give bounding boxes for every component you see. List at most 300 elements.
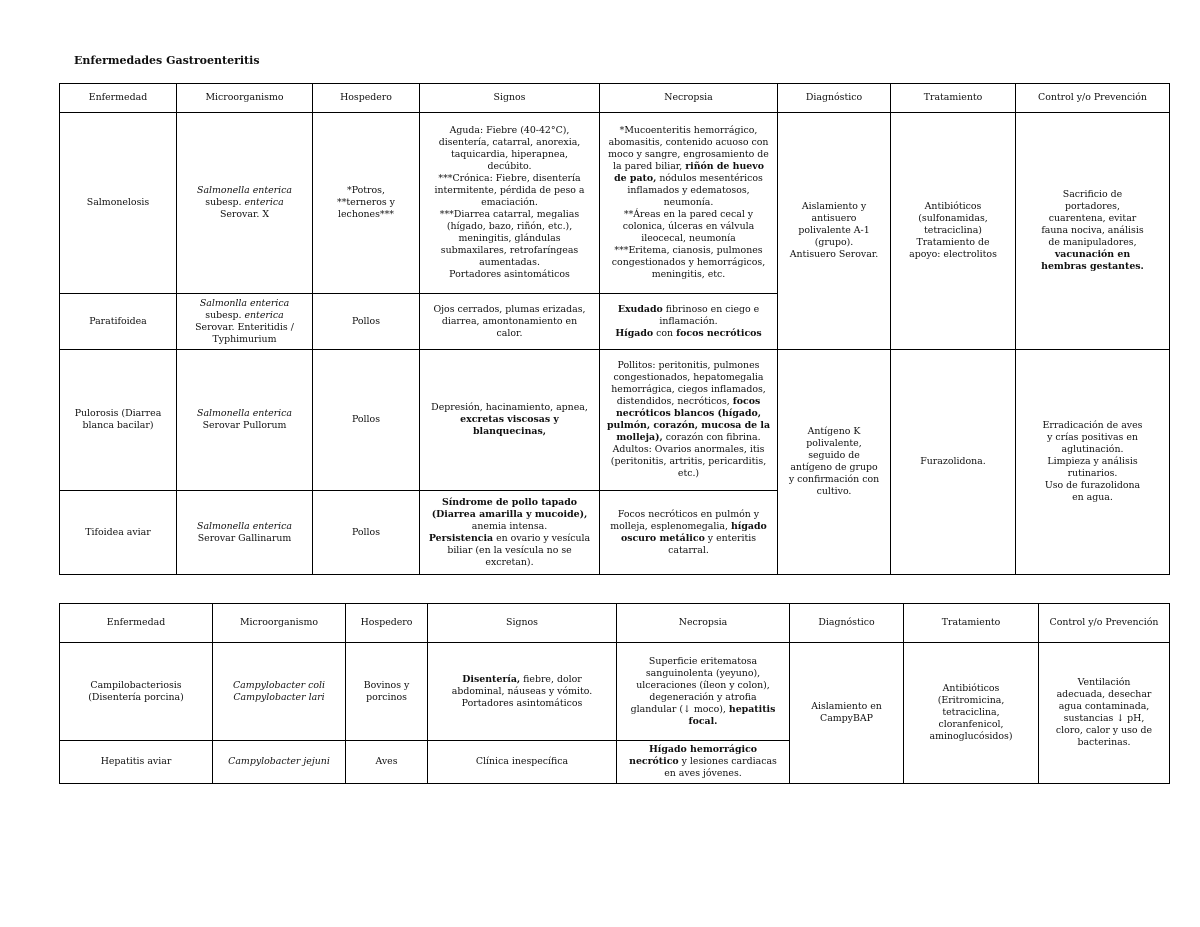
header-control: Control y/o Prevención [1016, 84, 1170, 113]
cell-text: focos [732, 396, 761, 407]
cell-line [317, 414, 415, 426]
cell-line [181, 420, 308, 432]
cell-text: inflamación. [659, 315, 718, 327]
cell-text: Hígado [615, 327, 654, 339]
header-microorganismo: Microorganismo [177, 84, 313, 113]
cell-text: fauna nociva, análisis [1041, 225, 1144, 236]
cell-text: Salmonelosis [86, 197, 150, 208]
gastroenteritis-table-campylobacter [59, 603, 1170, 784]
cell-line [604, 384, 773, 396]
cell-line [604, 396, 773, 408]
cell-line [1020, 237, 1165, 249]
cell-line [621, 680, 785, 692]
cell-text: aminoglucósidos) [929, 731, 1013, 742]
cell-signos [420, 491, 600, 575]
cell-text: Hepatitis aviar [100, 756, 172, 767]
cell-text: cultivo. [816, 486, 852, 497]
cell-enfermedad [60, 350, 177, 491]
cell-line [604, 209, 773, 221]
cell-line [424, 185, 595, 197]
cell-line [424, 328, 595, 340]
cell-line [424, 533, 595, 545]
cell-line [350, 756, 423, 768]
cell-tratamiento [891, 113, 1016, 350]
cell-text: Clínica inespecífica [475, 756, 569, 767]
cell-line [181, 298, 308, 310]
cell-text: Portadores asintomáticos [461, 697, 583, 709]
cell-text: rutinarios. [1067, 468, 1118, 479]
cell-line [64, 756, 208, 768]
cell-enfermedad [60, 294, 177, 350]
cell-line [604, 185, 773, 197]
cell-text: hemorrágica, ciegos inflamados, [611, 384, 766, 395]
cell-text: Antibióticos [924, 201, 982, 212]
cell-text: Campylobacter lari [233, 691, 325, 703]
table-row [60, 113, 1170, 294]
cell-text: porcinos [366, 691, 407, 703]
cell-line [895, 225, 1011, 237]
table-row [60, 643, 1170, 741]
cell-line [621, 656, 785, 668]
cell-text: Aislamiento en [811, 701, 882, 712]
cell-necropsia [600, 113, 778, 294]
cell-necropsia [617, 741, 790, 784]
cell-line [604, 304, 773, 316]
cell-text: Portadores asintomáticos [449, 269, 570, 280]
cell-microorganismo [213, 643, 346, 741]
cell-text: meningitis, etc. [651, 269, 726, 280]
cell-text: Erradicación de aves [1042, 420, 1143, 431]
cell-enfermedad [60, 643, 213, 741]
cell-line [424, 402, 595, 414]
cell-text: necróticos blancos (hígado, [615, 408, 762, 419]
cell-signos [428, 741, 617, 784]
cell-line [895, 237, 1011, 249]
cell-text: disentería, catarral, anorexia, [438, 137, 581, 148]
cell-text: en ovario y vesícula [493, 532, 591, 544]
header-necropsia: Necropsia [600, 84, 778, 113]
header-signos: Signos [428, 604, 617, 643]
cell-text: **Áreas en la pared cecal y [623, 209, 754, 220]
cell-text: cuarentena, evitar [1048, 213, 1137, 224]
cell-text: molleja), [616, 432, 663, 443]
cell-text: Furazolidona. [920, 456, 986, 467]
cell-text: antígeno de grupo [790, 462, 878, 473]
cell-text: abomasitis, contenido acuoso con [608, 137, 769, 148]
cell-text: Serovar. X [219, 209, 270, 220]
cell-text: hígado [730, 520, 767, 532]
cell-text: fiebre, dolor [520, 673, 582, 685]
cell-line [1020, 480, 1165, 492]
cell-line [782, 201, 886, 213]
cell-text: cloro, calor y uso de [1055, 725, 1153, 736]
cell-text: Tifoidea aviar [85, 526, 151, 538]
cell-text: excretan). [485, 556, 534, 568]
cell-text: moco y sangre, engrosamiento de [608, 149, 769, 160]
cell-line [424, 197, 595, 209]
cell-line [424, 497, 595, 509]
cell-text: fibrinoso en ciego e [662, 303, 760, 315]
cell-diagnostico [778, 113, 891, 350]
cell-line [895, 249, 1011, 261]
cell-text: sanguinolenta (yeyuno), [645, 667, 761, 679]
cell-text: Disentería, [462, 673, 521, 685]
cell-line [317, 316, 415, 328]
cell-line [181, 197, 308, 209]
cell-text: y crías positivas en [1047, 432, 1138, 443]
cell-line [621, 692, 785, 704]
cell-text: (sulfonamidas, [918, 213, 988, 224]
cell-line [604, 444, 773, 456]
cell-line [64, 316, 172, 328]
cell-text: Paratifoidea [89, 315, 147, 327]
cell-text: Persistencia [428, 532, 494, 544]
cell-line [317, 197, 415, 209]
cell-line [1020, 225, 1165, 237]
cell-text: Aguda: Fiebre (40-42°C), [449, 125, 570, 136]
cell-text: blanquecinas, [472, 426, 547, 437]
cell-line [782, 213, 886, 225]
cell-text: (peritonitis, artritis, pericarditis, [610, 456, 767, 467]
cell-text: focal. [688, 715, 718, 727]
cell-text: diarrea, amontonamiento en [441, 315, 578, 327]
cell-hospedero [346, 741, 428, 784]
cell-line [604, 432, 773, 444]
cell-line [604, 257, 773, 269]
cell-line [424, 509, 595, 521]
cell-line [424, 316, 595, 328]
cell-line [424, 221, 595, 233]
cell-text: Typhimurium [212, 333, 277, 345]
cell-text: Bovinos y [363, 679, 410, 691]
cell-control [1039, 643, 1170, 784]
cell-text: Campylobacter jejuni [228, 756, 330, 767]
cell-line [895, 456, 1011, 468]
cell-text: subesp. [205, 197, 245, 208]
cell-text: en aves jóvenes. [664, 768, 742, 779]
cell-text: la pared biliar, [613, 161, 686, 172]
cell-line [604, 149, 773, 161]
cell-text: Salmonlla enterica [199, 297, 290, 309]
cell-line [604, 420, 773, 432]
cell-text: necrótico [629, 756, 679, 767]
cell-text: portadores, [1065, 201, 1120, 212]
cell-line [424, 137, 595, 149]
cell-line [350, 692, 423, 704]
cell-text: Adultos: Ovarios anormales, itis [612, 444, 765, 455]
cell-text: y lesiones cardiacas [678, 756, 777, 767]
cell-line [604, 545, 773, 557]
cell-tratamiento [891, 350, 1016, 575]
cell-text: Antígeno K [807, 426, 861, 437]
cell-text: Campilobacteriosis [90, 679, 182, 691]
gastroenteritis-table-salmonella [59, 83, 1170, 575]
cell-line [908, 719, 1034, 731]
cell-line [782, 426, 886, 438]
cell-line [317, 185, 415, 197]
cell-text: intermitente, pérdida de peso a [434, 185, 585, 196]
cell-text: seguido de [808, 450, 860, 461]
cell-line [1043, 713, 1165, 725]
cell-text: ulceraciones (íleon y colon), [636, 679, 770, 691]
cell-control [1016, 350, 1170, 575]
header-microorganismo: Microorganismo [213, 604, 346, 643]
cell-line [621, 668, 785, 680]
cell-line [782, 462, 886, 474]
header-necropsia: Necropsia [617, 604, 790, 643]
cell-text: Salmonella enterica [197, 408, 292, 419]
cell-text: de pato, [614, 173, 657, 184]
header-hospedero: Hospedero [313, 84, 420, 113]
cell-text: polivalente A-1 [798, 225, 870, 236]
cell-text: molleja, esplenomegalia, [610, 520, 731, 532]
cell-text: enterica [244, 197, 284, 208]
cell-line [604, 269, 773, 281]
header-row [60, 604, 1170, 643]
cell-enfermedad [60, 491, 177, 575]
cell-text: hepatitis [728, 703, 776, 715]
cell-line [1020, 456, 1165, 468]
cell-text: antisuero [811, 213, 857, 224]
cell-tratamiento [904, 643, 1039, 784]
cell-line [1043, 689, 1165, 701]
header-tratamiento: Tratamiento [891, 84, 1016, 113]
cell-text: cloranfenicol, [938, 719, 1004, 730]
cell-line [604, 161, 773, 173]
cell-line [424, 557, 595, 569]
cell-line [908, 707, 1034, 719]
cell-line [1020, 420, 1165, 432]
cell-line [181, 533, 308, 545]
cell-line [782, 225, 886, 237]
cell-line [1020, 432, 1165, 444]
cell-line [621, 704, 785, 716]
cell-text: tetraciclina, [942, 707, 1000, 718]
cell-line [181, 322, 308, 334]
cell-text: submaxilares, retrofaríngeas [440, 245, 579, 256]
cell-line [621, 744, 785, 756]
cell-line [1043, 725, 1165, 737]
cell-text: Hígado hemorrágico [648, 744, 758, 755]
cell-text: Antisuero Serovar. [789, 249, 879, 260]
cell-line [782, 237, 886, 249]
header-enfermedad: Enfermedad [60, 84, 177, 113]
cell-line [181, 209, 308, 221]
cell-text: (Eritromicina, [937, 695, 1005, 706]
cell-text: (grupo). [814, 237, 854, 248]
cell-line [424, 125, 595, 137]
table-row [60, 350, 1170, 491]
cell-line [181, 408, 308, 420]
cell-line [1020, 213, 1165, 225]
cell-microorganismo [213, 741, 346, 784]
cell-text: focos necróticos [676, 327, 762, 339]
cell-line [604, 360, 773, 372]
cell-line [424, 304, 595, 316]
cell-line [794, 713, 899, 725]
cell-control [1016, 113, 1170, 350]
cell-line [181, 310, 308, 322]
cell-text: (Disentería porcina) [88, 691, 184, 703]
cell-line [782, 249, 886, 261]
cell-line [604, 372, 773, 384]
cell-line [604, 521, 773, 533]
cell-text: Sacrificio de [1062, 189, 1123, 200]
cell-text: Pulorosis (Diarrea [74, 408, 162, 419]
header-diagnostico: Diagnóstico [778, 84, 891, 113]
cell-line [604, 316, 773, 328]
cell-text: Salmonella enterica [197, 520, 292, 532]
cell-line [432, 756, 612, 768]
cell-text: oscuro metálico [620, 532, 705, 544]
cell-text: y confirmación con [788, 474, 880, 485]
cell-text: polivalente, [806, 438, 862, 449]
cell-line [1020, 468, 1165, 480]
cell-text: (Diarrea amarilla y mucoide), [431, 508, 588, 520]
cell-line [604, 233, 773, 245]
cell-line [181, 185, 308, 197]
cell-text: *Mucoenteritis hemorrágico, [619, 125, 758, 136]
cell-text: Focos necróticos en pulmón y [617, 508, 760, 520]
cell-text: corazón con fibrina. [662, 432, 761, 443]
cell-text: Exudado [617, 303, 663, 315]
cell-line [604, 221, 773, 233]
cell-line [621, 756, 785, 768]
cell-line [794, 701, 899, 713]
cell-line [424, 161, 595, 173]
cell-text: distendidos, necróticos, [616, 396, 733, 407]
cell-microorganismo [177, 491, 313, 575]
cell-text: *Potros, [347, 185, 385, 196]
cell-line [424, 521, 595, 533]
cell-text: Pollos [351, 315, 381, 327]
cell-diagnostico [778, 350, 891, 575]
cell-text: en agua. [1072, 492, 1113, 503]
cell-text: calor. [496, 327, 523, 339]
cell-text: de manipuladores, [1048, 237, 1137, 248]
cell-line [432, 674, 612, 686]
cell-text: congestionados y hemorrágicos, [611, 257, 766, 268]
cell-text: enterica [244, 309, 284, 321]
cell-text: Aves [375, 756, 398, 767]
cell-line [217, 680, 341, 692]
cell-text: CampyBAP [820, 713, 873, 724]
cell-line [64, 197, 172, 209]
cell-line [604, 468, 773, 480]
cell-line [424, 209, 595, 221]
cell-text: Pollos [351, 526, 381, 538]
cell-line [604, 328, 773, 340]
cell-diagnostico [790, 643, 904, 784]
cell-text: pulmón, corazón, mucosa de la [606, 420, 771, 431]
cell-line [782, 450, 886, 462]
header-control: Control y/o Prevención [1039, 604, 1170, 643]
cell-microorganismo [177, 113, 313, 294]
cell-line [604, 197, 773, 209]
cell-text: ileocecal, neumonía [641, 233, 736, 244]
cell-text: Aislamiento y [801, 201, 867, 212]
cell-text: (hígado, bazo, riñón, etc.), [446, 221, 573, 232]
cell-text: subesp. [205, 309, 245, 321]
cell-line [217, 756, 341, 768]
cell-text: decúbito. [487, 161, 532, 172]
cell-text: Síndrome de pollo tapado [441, 496, 578, 508]
cell-enfermedad [60, 113, 177, 294]
cell-text: excretas viscosas y [460, 414, 559, 425]
cell-text: Tratamiento de [916, 237, 990, 248]
cell-text: ***Diarrea catarral, megalias [439, 209, 580, 220]
cell-text: glandular (↓ moco), [630, 703, 729, 715]
cell-text: congestionados, hepatomegalia [613, 372, 764, 383]
cell-line [424, 233, 595, 245]
cell-necropsia [600, 294, 778, 350]
header-row [60, 84, 1170, 113]
cell-text: hembras gestantes. [1041, 261, 1144, 272]
cell-line [64, 692, 208, 704]
cell-text: taquicardia, hiperapnea, [450, 149, 569, 160]
cell-signos [420, 350, 600, 491]
cell-text: Campylobacter coli [232, 679, 326, 691]
cell-line [1043, 701, 1165, 713]
cell-text: tetraciclina) [924, 225, 982, 236]
cell-line [604, 173, 773, 185]
cell-line [432, 698, 612, 710]
header-enfermedad: Enfermedad [60, 604, 213, 643]
cell-line [621, 768, 785, 780]
cell-text: Limpieza y análisis [1047, 456, 1138, 467]
cell-line [604, 125, 773, 137]
cell-hospedero [313, 350, 420, 491]
cell-text: **terneros y [337, 197, 395, 208]
cell-text: nódulos mesentéricos [656, 173, 763, 184]
cell-text: adecuada, desechar [1056, 689, 1152, 700]
cell-text: biliar (en la vesícula no se [447, 544, 572, 556]
header-hospedero: Hospedero [346, 604, 428, 643]
cell-text: anemia intensa. [471, 520, 548, 532]
cell-text: etc.) [677, 468, 700, 479]
cell-line [1020, 249, 1165, 261]
cell-text: bacterinas. [1077, 737, 1131, 748]
cell-line [782, 474, 886, 486]
cell-necropsia [617, 643, 790, 741]
cell-line [1020, 189, 1165, 201]
cell-signos [420, 113, 600, 294]
cell-microorganismo [177, 350, 313, 491]
cell-line [908, 731, 1034, 743]
cell-hospedero [313, 491, 420, 575]
cell-line [424, 173, 595, 185]
cell-text: aglutinación. [1061, 444, 1124, 455]
cell-line [895, 201, 1011, 213]
cell-line [181, 521, 308, 533]
cell-line [64, 527, 172, 539]
header-diagnostico: Diagnóstico [790, 604, 904, 643]
cell-text: Superficie eritematosa [648, 655, 758, 667]
cell-line [1020, 201, 1165, 213]
cell-line [181, 334, 308, 346]
cell-text: Uso de furazolidona [1044, 480, 1141, 491]
cell-line [350, 680, 423, 692]
cell-text: Pollitos: peritonitis, pulmones [617, 360, 760, 371]
cell-text: abdominal, náuseas y vómito. [451, 685, 593, 697]
cell-line [424, 149, 595, 161]
cell-hospedero [313, 113, 420, 294]
cell-microorganismo [177, 294, 313, 350]
cell-text: blanca bacilar) [82, 420, 154, 431]
cell-line [64, 420, 172, 432]
cell-text: sustancias ↓ pH, [1063, 713, 1145, 724]
cell-necropsia [600, 350, 778, 491]
